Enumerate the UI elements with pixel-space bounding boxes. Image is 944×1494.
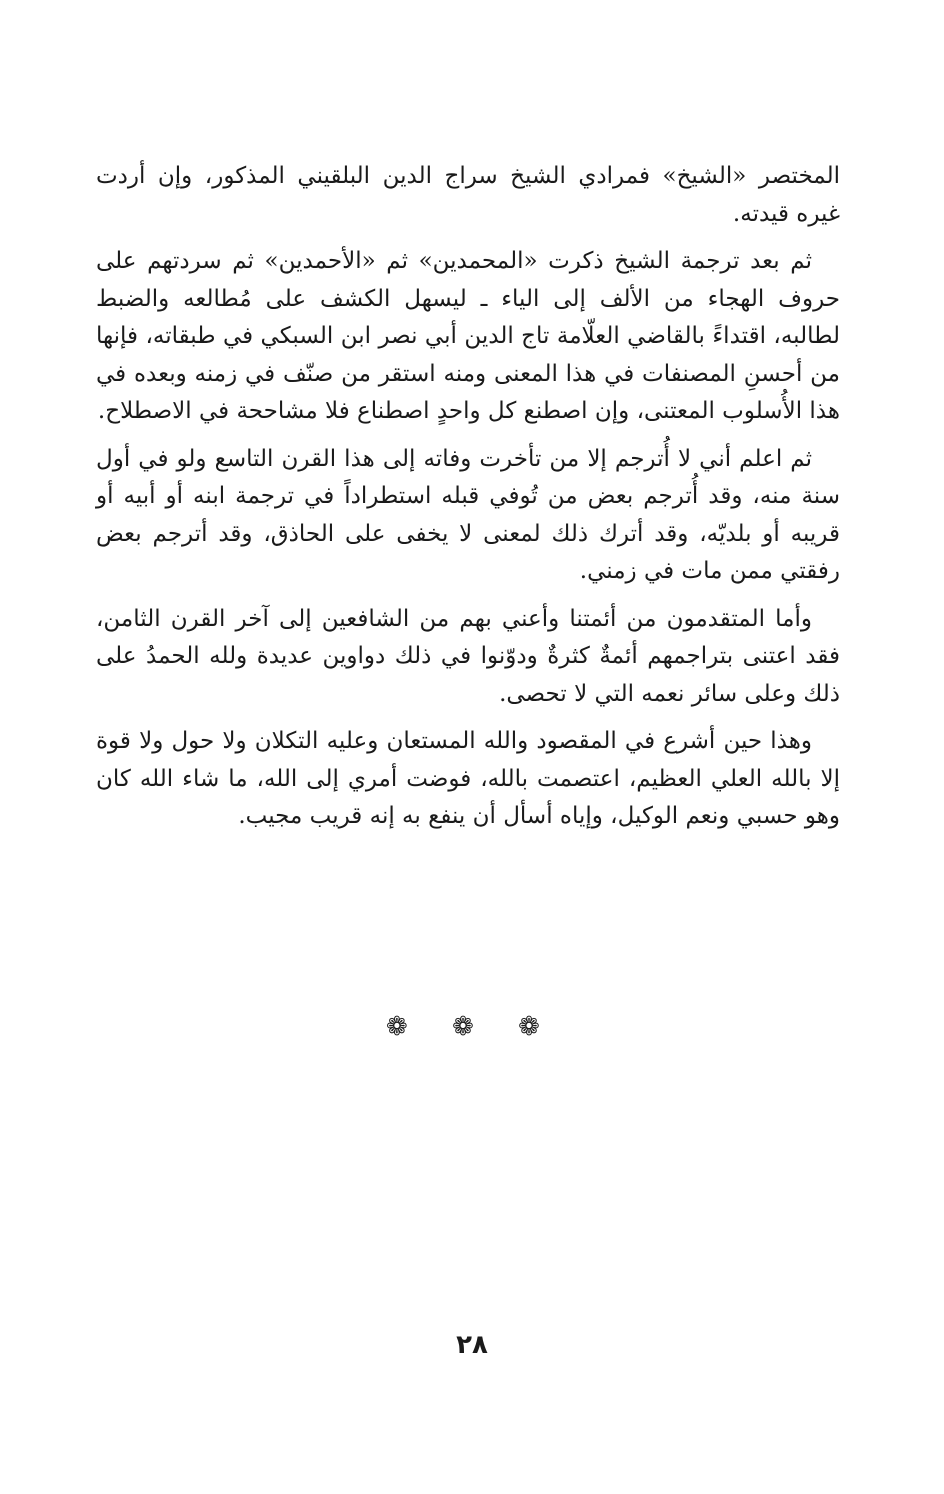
paragraph: وهذا حين أشرع في المقصود والله المستعان وعليه التكلان ولا حول ولا قوة إلا بالله العلي العظيم، اعتصمت بالله، فوضت أمري إلى الله، ما شاء الله كان وهو حسبي ونعم الوكيل، وإياه أسأل أن ينفع به إنه قريب مجيب.	[96, 728, 840, 829]
paragraph: وأما المتقدمون من أئمتنا وأعني بهم من الشافعين إلى آخر القرن الثامن، فقد اعتنى بتراجمهم أئمةٌ كثرةٌ ودوّنوا في ذلك دواوين عديدة ولله الحمدُ على ذلك وعلى سائر نعمه التي لا تحصى.	[96, 605, 840, 707]
section-end-ornament: ❁ ❁ ❁	[386, 1012, 558, 1042]
paragraph: المختصر «الشيخ» فمرادي الشيخ سراج الدين البلقيني المذكور، وإن أردت غيره قيدته.	[96, 163, 840, 227]
paragraph: ثم بعد ترجمة الشيخ ذكرت «المحمدين» ثم «الأحمدين» ثم سردتهم على حروف الهجاء من الألف إلى الياء ـ ليسهل الكشف على مُطالعه والضبط لطالبه، اقتداءً بالقاضي العلّامة تاج الدين أبي نصر ابن السبكي في طبقاته، فإنها من أحسنِ المصنفات في هذا المعنى ومنه استقر من صنّف في زمنه وبعده في هذا الأُسلوب المعتنى، وإن اصطنع كل واحدٍ اصطناع فلا مشاححة في الاصطلاح.	[96, 248, 840, 424]
body-text	[96, 158, 840, 846]
paragraph: ثم اعلم أني لا أُترجم إلا من تأخرت وفاته إلى هذا القرن التاسع ولو في أول سنة منه، وقد أُترجم بعض من تُوفي قبله استطراداً في ترجمة ابنه أو أبيه أو قريبه أو بلديّه، وقد أترك ذلك لمعنى لا يخفى على الحاذق، وقد أترجم بعض رفقتي ممن مات في زمني.	[96, 445, 840, 584]
page-number: ٢٨	[456, 1330, 488, 1360]
